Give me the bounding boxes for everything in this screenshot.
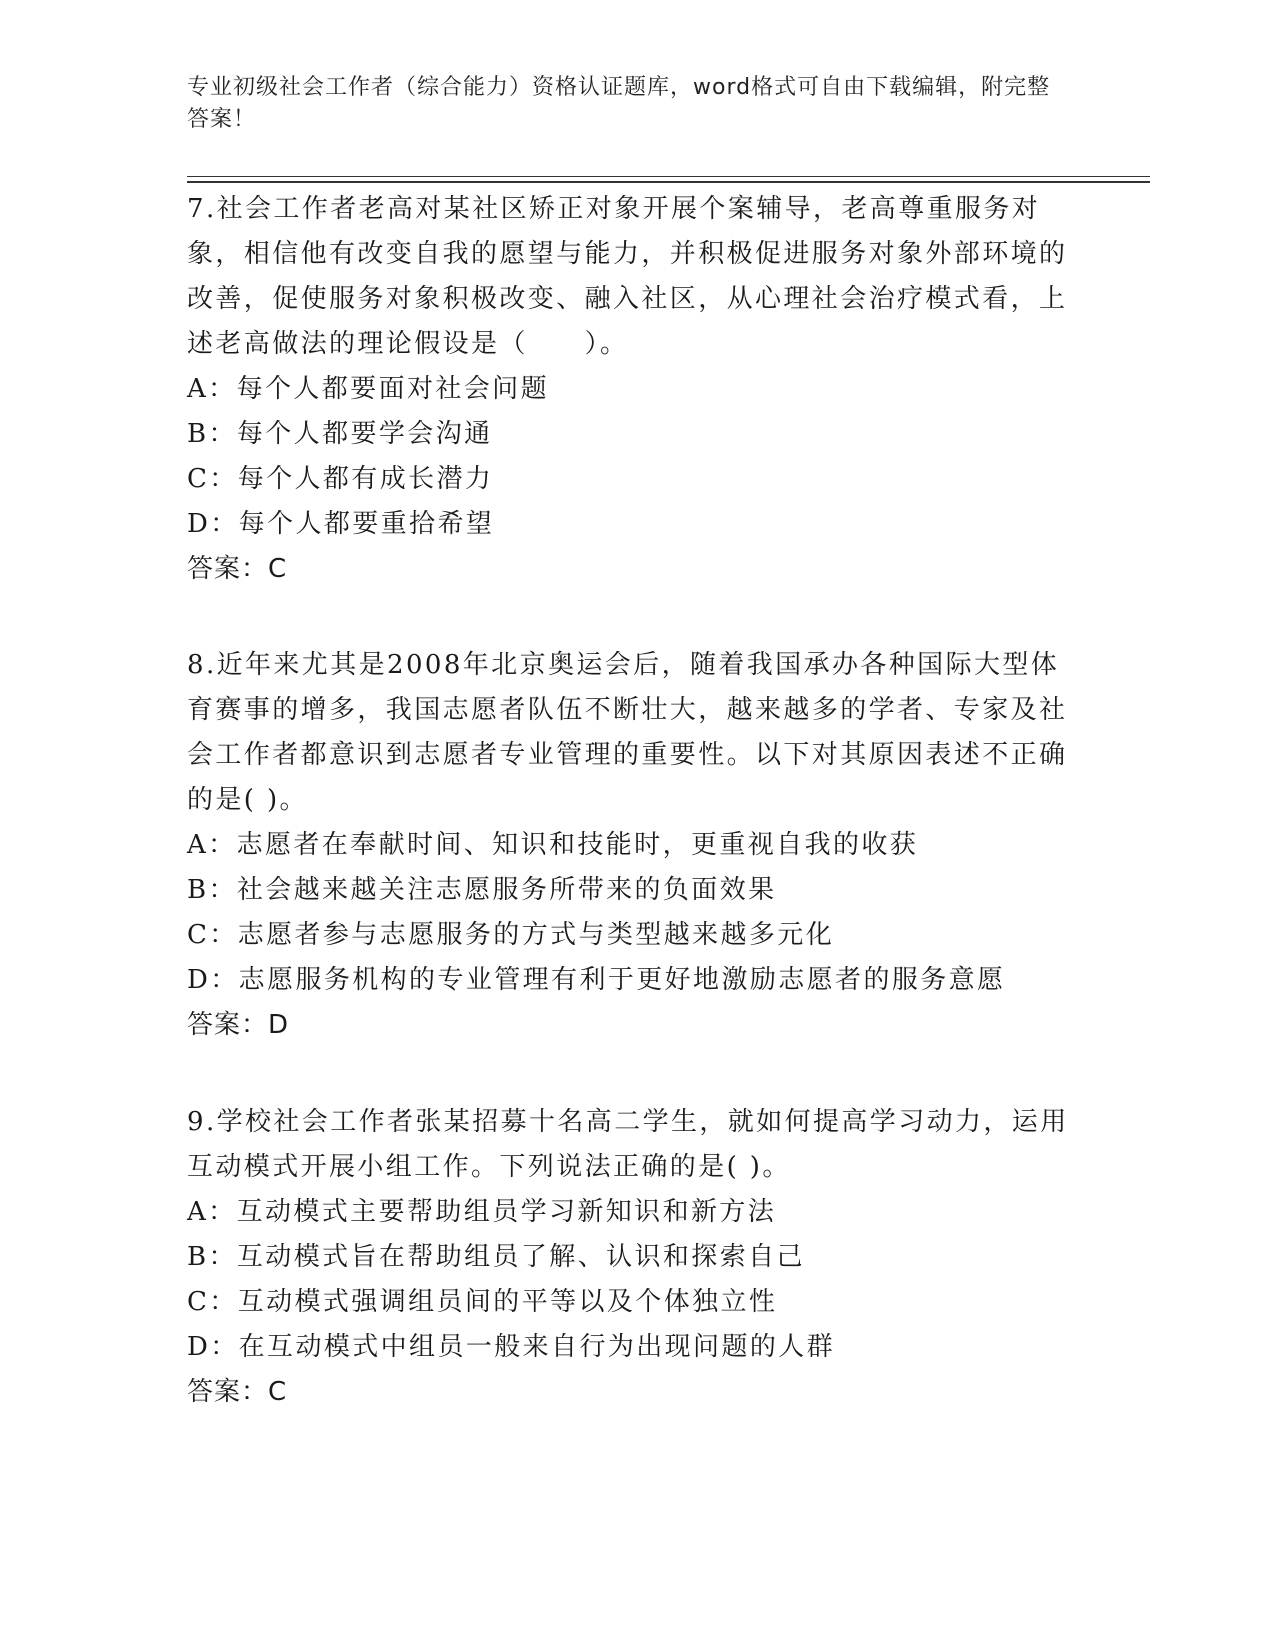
option-a: A：互动模式主要帮助组员学习新知识和新方法 — [187, 1197, 777, 1227]
question-8 — [187, 643, 1087, 1048]
answer-line: 答案：C — [187, 1377, 288, 1407]
question-stem: 9.学校社会工作者张某招募十名高二学生，就如何提高学习动力，运用互动模式开展小组工作。下列说法正确的是( )。 — [187, 1107, 1069, 1182]
option-a: A：志愿者在奉献时间、知识和技能时，更重视自我的收获 — [187, 830, 919, 860]
answer-line: 答案：D — [187, 1010, 290, 1040]
question-stem: 8.近年来尤其是2008年北京奥运会后，随着我国承办各种国际大型体育赛事的增多，我国志愿者队伍不断壮大，越来越多的学者、专家及社会工作者都意识到志愿者专业管理的重要性。以下对其原因表述不正确的是( )。 — [187, 650, 1068, 815]
answer-line: 答案：C — [187, 554, 288, 584]
option-c: C：每个人都有成长潜力 — [187, 464, 494, 494]
question-9 — [187, 1100, 1087, 1415]
option-b: B：每个人都要学会沟通 — [187, 419, 493, 449]
header-divider-bottom — [187, 181, 1150, 183]
option-c: C：互动模式强调组员间的平等以及个体独立性 — [187, 1287, 778, 1317]
option-d: D：志愿服务机构的专业管理有利于更好地激励志愿者的服务意愿 — [187, 965, 1006, 995]
option-b: B：社会越来越关注志愿服务所带来的负面效果 — [187, 875, 777, 905]
document-header — [187, 72, 1067, 136]
option-a: A：每个人都要面对社会问题 — [187, 374, 549, 404]
option-c: C：志愿者参与志愿服务的方式与类型越来越多元化 — [187, 920, 835, 950]
option-d: D：在互动模式中组员一般来自行为出现问题的人群 — [187, 1332, 836, 1362]
question-stem: 7.社会工作者老高对某社区矫正对象开展个案辅导，老高尊重服务对象，相信他有改变自我的愿望与能力，并积极促进服务对象外部环境的改善，促使服务对象积极改变、融入社区，从心理社会治疗模式看，上述老高做法的理论假设是（ ）。 — [187, 194, 1068, 359]
option-b: B：互动模式旨在帮助组员了解、认识和探索自己 — [187, 1242, 805, 1272]
header-divider-top — [187, 176, 1150, 177]
question-7 — [187, 187, 1087, 592]
header-title: 专业初级社会工作者（综合能力）资格认证题库，word格式可自由下载编辑，附完整答案！ — [187, 75, 1051, 132]
option-d: D：每个人都要重拾希望 — [187, 509, 495, 539]
